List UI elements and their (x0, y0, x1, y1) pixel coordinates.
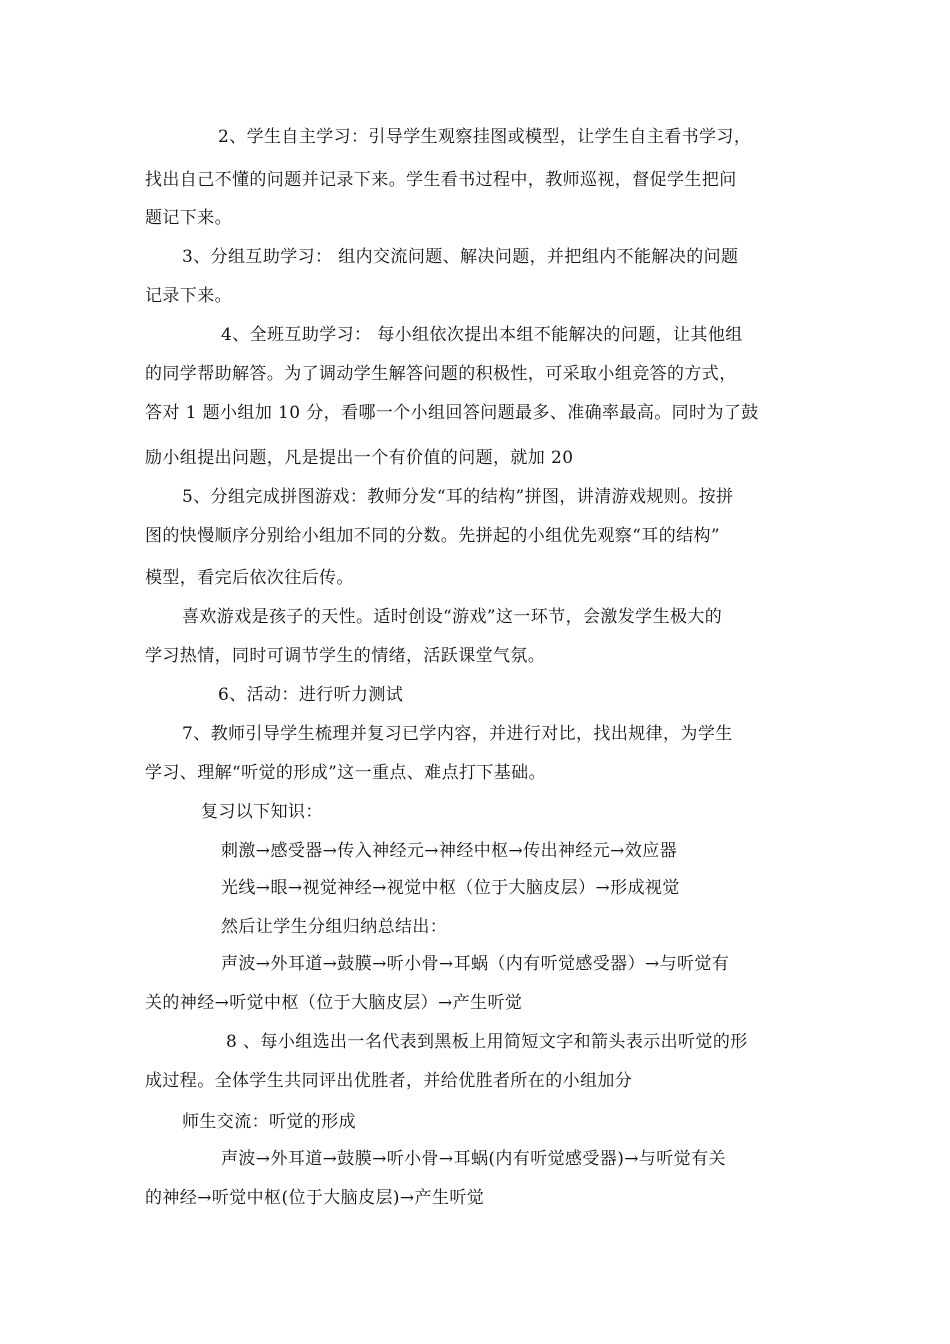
game-paragraph-line-2: 学习热情，同时可调节学生的情绪，活跃课堂气氛。 (145, 646, 546, 666)
paragraph-7-line-1: 7、教师引导学生梳理并复习已学内容，并进行对比，找出规律，为学生 (182, 724, 733, 744)
paragraph-8-line-1: 8 、每小组选出一名代表到黑板上用简短文字和箭头表示出听觉的形 (226, 1032, 748, 1052)
final-hearing-chain-line-2: 的神经→听觉中枢(位于大脑皮层)→产生听觉 (145, 1188, 485, 1208)
paragraph-7-line-2: 学习、理解“听觉的形成”这一重点、难点打下基础。 (145, 763, 546, 783)
summary-intro: 然后让学生分组归纳总结出： (221, 917, 448, 937)
paragraph-5-line-2: 图的快慢顺序分别给小组加不同的分数。先拼起的小组优先观察“耳的结构” (145, 526, 720, 546)
paragraph-4-line-3: 答对 1 题小组加 10 分，看哪一个小组回答问题最多、准确率最高。同时为了鼓 (145, 403, 759, 423)
paragraph-4-line-1: 4、全班互助学习： 每小组依次提出本组不能解决的问题，让其他组 (221, 325, 743, 345)
paragraph-2-line-2: 找出自己不懂的问题并记录下来。学生看书过程中，教师巡视，督促学生把问 (145, 170, 737, 190)
paragraph-5-line-1: 5、分组完成拼图游戏：教师分发“耳的结构”拼图，讲清游戏规则。按拼 (182, 487, 734, 507)
hearing-chain-line-2: 关的神经→听觉中枢（位于大脑皮层）→产生听觉 (145, 993, 523, 1013)
game-paragraph-line-1: 喜欢游戏是孩子的天性。适时创设“游戏”这一环节，会激发学生极大的 (182, 607, 723, 627)
hearing-chain-line-1: 声波→外耳道→鼓膜→听小骨→耳蜗（内有听觉感受器）→与听觉有 (221, 954, 730, 974)
paragraph-3-line-1: 3、分组互助学习： 组内交流问题、解决问题，并把组内不能解决的问题 (182, 247, 739, 267)
paragraph-5-line-3: 模型，看完后依次往后传。 (145, 568, 354, 588)
paragraph-6-line-1: 6、活动：进行听力测试 (218, 685, 404, 705)
vision-chain: 光线→眼→视觉神经→视觉中枢（位于大脑皮层）→形成视觉 (221, 878, 680, 898)
exchange-heading: 师生交流：听觉的形成 (182, 1112, 356, 1132)
reflex-chain: 刺激→感受器→传入神经元→神经中枢→传出神经元→效应器 (221, 841, 678, 861)
review-heading: 复习以下知识： (201, 802, 323, 822)
paragraph-4-line-2: 的同学帮助解答。为了调动学生解答问题的积极性，可采取小组竞答的方式， (145, 364, 737, 384)
final-hearing-chain-line-1: 声波→外耳道→鼓膜→听小骨→耳蜗(内有听觉感受器)→与听觉有关 (221, 1149, 726, 1169)
paragraph-4-line-4: 励小组提出问题，凡是提出一个有价值的问题，就加 20 (145, 448, 574, 468)
paragraph-2-line-1: 2、学生自主学习：引导学生观察挂图或模型，让学生自主看书学习， (218, 127, 752, 147)
paragraph-3-line-2: 记录下来。 (145, 286, 232, 306)
paragraph-2-line-3: 题记下来。 (145, 208, 232, 228)
paragraph-8-line-2: 成过程。全体学生共同评出优胜者，并给优胜者所在的小组加分 (145, 1071, 633, 1091)
